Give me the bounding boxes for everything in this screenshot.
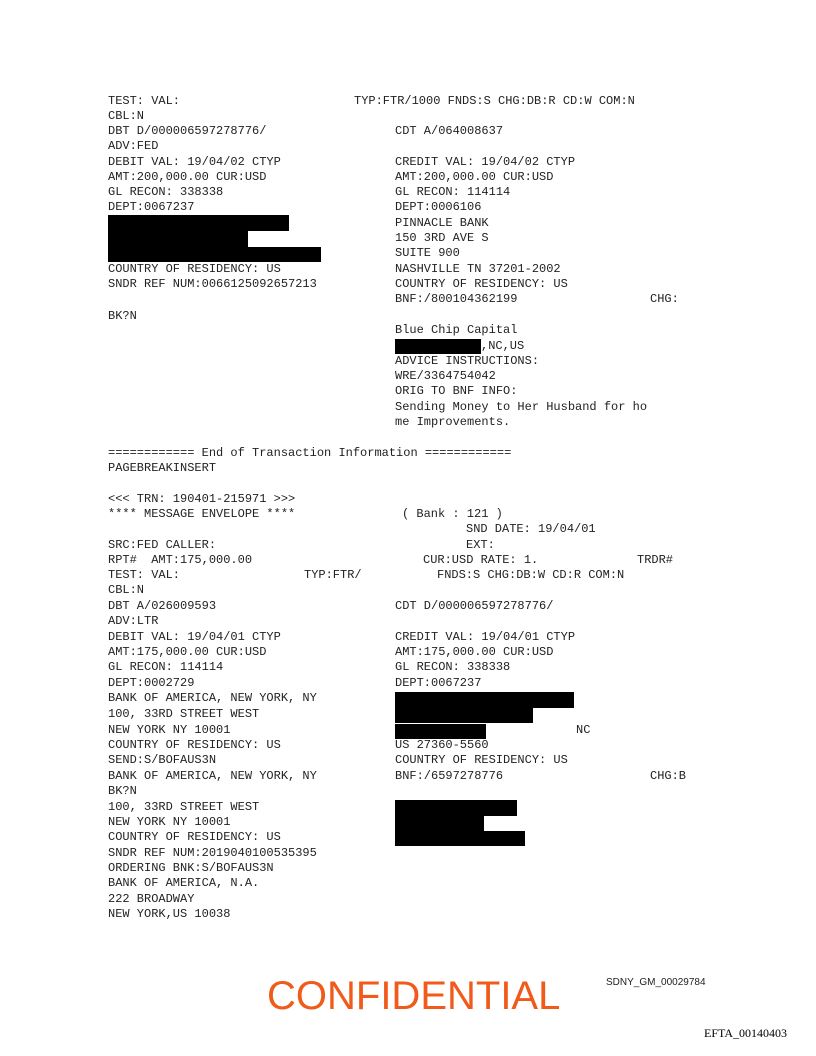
t1-sndr-ref: SNDR REF NUM:0066125092657213	[108, 277, 317, 291]
t2-bnf-bank: BANK OF AMERICA, NEW YORK, NY	[108, 769, 317, 783]
t1-credit-country: COUNTRY OF RESIDENCY: US	[395, 277, 568, 291]
t2-fnds: FNDS:S CHG:DB:W CD:R COM:N	[437, 568, 625, 582]
t2-chg: CHG:B	[650, 769, 687, 783]
t2-debit-val: DEBIT VAL: 19/04/01 CTYP	[108, 630, 281, 644]
redaction-block	[108, 247, 321, 262]
t2-trn: <<< TRN: 190401-215971 >>>	[108, 492, 296, 506]
bates-number: SDNY_GM_00029784	[606, 977, 706, 988]
t2-bnf: BNF:/6597278776	[395, 769, 504, 783]
t1-cbl: CBL:N	[108, 109, 145, 123]
t1-credit-dept: DEPT:0006106	[395, 200, 482, 214]
t2-cur-rate: CUR:USD RATE: 1.	[423, 553, 539, 567]
t2-debit-gl-recon: GL RECON: 114114	[108, 660, 224, 674]
t1-credit-address-1: 150 3RD AVE S	[395, 231, 489, 245]
confidential-stamp: CONFIDENTIAL	[267, 974, 561, 1018]
t1-credit-val: CREDIT VAL: 19/04/02 CTYP	[395, 155, 576, 169]
t2-debit-address: 100, 33RD STREET WEST	[108, 707, 260, 721]
t2-test-val: TEST: VAL:	[108, 568, 181, 582]
t2-credit-gl-recon: GL RECON: 338338	[395, 660, 511, 674]
t2-cbl: CBL:N	[108, 583, 145, 597]
t1-bnf-name: Blue Chip Capital	[395, 323, 518, 337]
t1-dbt: DBT D/000006597278776/	[108, 124, 267, 138]
redaction-block	[395, 708, 533, 723]
redaction-block	[395, 800, 517, 816]
t2-credit-zip: US 27360-5560	[395, 738, 489, 752]
t2-message-envelope: **** MESSAGE ENVELOPE ****	[108, 507, 296, 521]
t1-bk: BK?N	[108, 309, 137, 323]
t2-rpt-amt: RPT# AMT:175,000.00	[108, 553, 253, 567]
redaction-block	[108, 231, 248, 247]
redaction-block	[395, 831, 525, 846]
t2-trdr: TRDR#	[637, 553, 674, 567]
t2-ext: EXT:	[466, 538, 495, 552]
t2-debit-country: COUNTRY OF RESIDENCY: US	[108, 738, 281, 752]
t2-debit-amt: AMT:175,000.00 CUR:USD	[108, 645, 267, 659]
t2-country-2: COUNTRY OF RESIDENCY: US	[108, 830, 281, 844]
redaction-block	[395, 724, 486, 739]
t1-credit-amt: AMT:200,000.00 CUR:USD	[395, 170, 554, 184]
t2-typ: TYP:FTR/	[304, 568, 362, 582]
t1-debit-amt: AMT:200,000.00 CUR:USD	[108, 170, 267, 184]
t2-bk: BK?N	[108, 784, 137, 798]
t2-debit-dept: DEPT:0002729	[108, 676, 195, 690]
t1-orig-to-bnf: ORIG TO BNF INFO:	[395, 384, 518, 398]
t2-snd-date: SND DATE: 19/04/01	[466, 522, 596, 536]
t2-sndr-ref: SNDR REF NUM:2019040100535395	[108, 846, 317, 860]
t1-credit-address-2: SUITE 900	[395, 246, 460, 260]
t2-city-2: NEW YORK NY 10001	[108, 815, 231, 829]
t2-adv: ADV:LTR	[108, 614, 159, 628]
t1-memo-line-1: Sending Money to Her Husband for ho	[395, 400, 648, 414]
t1-debit-gl-recon: GL RECON: 338338	[108, 185, 224, 199]
redaction-block	[395, 692, 574, 708]
t2-credit-dept: DEPT:0067237	[395, 676, 482, 690]
t2-dbt: DBT A/026009593	[108, 599, 217, 613]
t1-memo-line-2: me Improvements.	[395, 415, 511, 429]
page-break-marker: PAGEBREAKINSERT	[108, 461, 217, 475]
redaction-block	[395, 339, 481, 354]
t1-advice-instructions: ADVICE INSTRUCTIONS:	[395, 354, 540, 368]
t2-credit-amt: AMT:175,000.00 CUR:USD	[395, 645, 554, 659]
redaction-block	[395, 816, 484, 831]
t1-test-val: TEST: VAL:	[108, 94, 181, 108]
redaction-block	[108, 215, 289, 231]
t2-debit-city: NEW YORK NY 10001	[108, 723, 231, 737]
t1-header-codes: TYP:FTR/1000 FNDS:S CHG:DB:R CD:W COM:N	[354, 94, 635, 108]
t2-debit-bank: BANK OF AMERICA, NEW YORK, NY	[108, 691, 317, 705]
t1-credit-city: NASHVILLE TN 37201-2002	[395, 262, 561, 276]
t2-ordering-name: BANK OF AMERICA, N.A.	[108, 876, 260, 890]
t2-ordering-city: NEW YORK,US 10038	[108, 907, 231, 921]
t1-bnf: BNF:/800104362199	[395, 292, 518, 306]
t2-ordering-address: 222 BROADWAY	[108, 892, 195, 906]
end-of-transaction-separator: ============ End of Transaction Information ============	[108, 446, 512, 460]
t1-debit-country: COUNTRY OF RESIDENCY: US	[108, 262, 281, 276]
t2-src: SRC:FED CALLER:	[108, 538, 217, 552]
t1-credit-gl-recon: GL RECON: 114114	[395, 185, 511, 199]
efta-number: EFTA_00140403	[704, 1026, 788, 1040]
t2-credit-country: COUNTRY OF RESIDENCY: US	[395, 753, 568, 767]
t1-wre: WRE/3364754042	[395, 369, 496, 383]
t2-credit-state: NC	[576, 723, 591, 737]
t1-bnf-location: ,NC,US	[481, 339, 525, 353]
t1-cdt: CDT A/064008637	[395, 124, 504, 138]
t2-send: SEND:S/BOFAUS3N	[108, 753, 217, 767]
t1-debit-val: DEBIT VAL: 19/04/02 CTYP	[108, 155, 281, 169]
t1-chg: CHG:	[650, 292, 679, 306]
t1-credit-bank: PINNACLE BANK	[395, 216, 489, 230]
t2-credit-val: CREDIT VAL: 19/04/01 CTYP	[395, 630, 576, 644]
t2-cdt: CDT D/000006597278776/	[395, 599, 554, 613]
t2-ordering-bnk: ORDERING BNK:S/BOFAUS3N	[108, 861, 274, 875]
t2-address-2: 100, 33RD STREET WEST	[108, 800, 260, 814]
t2-bank: ( Bank : 121 )	[402, 507, 503, 521]
t1-debit-dept: DEPT:0067237	[108, 200, 195, 214]
t1-adv: ADV:FED	[108, 139, 159, 153]
